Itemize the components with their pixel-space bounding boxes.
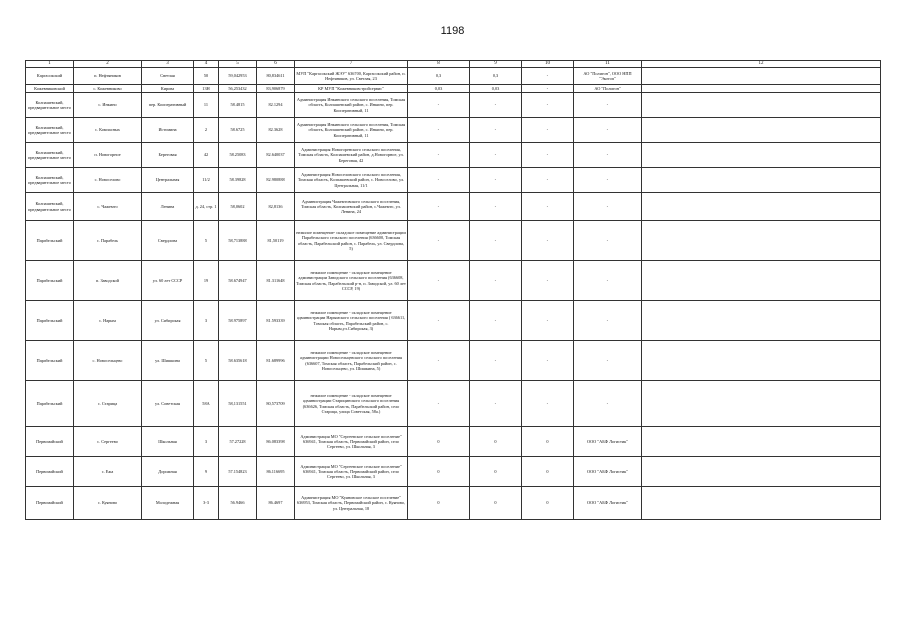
table-cell: - — [470, 143, 522, 168]
table-cell — [642, 457, 881, 487]
table-cell: - — [470, 118, 522, 143]
table-cell: п. Нефтяников — [74, 68, 142, 85]
table-cell: - — [408, 93, 470, 118]
column-header: 5 — [219, 61, 257, 68]
table-cell: 58.39828 — [219, 168, 257, 193]
table-row — [26, 93, 881, 118]
table-cell: д. 24, стр. 1 — [194, 193, 219, 221]
table-cell — [642, 221, 881, 261]
table-cell: - — [470, 93, 522, 118]
table-cell: 56.9466 — [219, 487, 257, 520]
table-cell: с. Ежа — [74, 457, 142, 487]
table-cell: - — [408, 118, 470, 143]
table-cell: Колпашевский, предварительное место — [26, 168, 74, 193]
table-cell: - — [574, 341, 642, 381]
table-cell — [642, 261, 881, 301]
table-cell: 3 — [194, 301, 219, 341]
table-cell: - — [408, 193, 470, 221]
table-cell: 0,03 — [470, 85, 522, 93]
table-cell: 59,042953 — [219, 68, 257, 85]
table-cell: 81.593339 — [257, 301, 295, 341]
table-cell: Парабельский — [26, 341, 74, 381]
table-cell: нежилое помещение - складское помещение администрации Новосельцевского сельского поселения (636607, Томская область, Парабельский район, с. Новосельцево, ул. Шишкина, 5) — [295, 341, 408, 381]
table-cell: 3-3 — [194, 487, 219, 520]
table-cell: ООО "АБФ Логистик" — [574, 487, 642, 520]
table-cell: - — [574, 143, 642, 168]
table-row — [26, 143, 881, 168]
table-cell: АО "Полигон", ООО НПП "Экотоп" — [574, 68, 642, 85]
column-header: 10 — [522, 61, 574, 68]
table-cell: - — [522, 341, 574, 381]
table-cell: - — [470, 381, 522, 427]
table-cell: ООО "АБФ Логистик" — [574, 457, 642, 487]
table-cell: - — [522, 221, 574, 261]
table-cell: - — [522, 381, 574, 427]
table-cell: - — [522, 68, 574, 85]
table-cell: Администрация Инкинского сельского поселения, Томская область, Колпашевский район, с. Инкино, пер. Кооперативный, 11 — [295, 118, 408, 143]
table-cell: 5 — [194, 221, 219, 261]
table-cell: 58.25083 — [219, 143, 257, 168]
table-cell: 58,713888 — [219, 221, 257, 261]
table-cell: 9 — [194, 457, 219, 487]
table-cell: - — [408, 341, 470, 381]
table-cell: 11 — [194, 93, 219, 118]
table-cell: - — [574, 301, 642, 341]
table-cell: Светлая — [142, 68, 194, 85]
table-cell: 0 — [522, 487, 574, 520]
table-cell — [642, 118, 881, 143]
table-row — [26, 457, 881, 487]
table-cell: - — [522, 85, 574, 93]
table-cell: - — [574, 168, 642, 193]
table-cell: Кирова — [142, 85, 194, 93]
table-cell: ул. Шишкина — [142, 341, 194, 381]
table-cell: 42 — [194, 143, 219, 168]
table-cell: с. Компасных — [74, 118, 142, 143]
table-cell: - — [470, 193, 522, 221]
table-cell: 82.980888 — [257, 168, 295, 193]
table-cell — [642, 143, 881, 168]
table-cell: 82,8136 — [257, 193, 295, 221]
table-cell: 83,906879 — [257, 85, 295, 93]
table-cell: Школьная — [142, 427, 194, 457]
column-header: 4 — [194, 61, 219, 68]
column-header: 3 — [142, 61, 194, 68]
table-cell: - — [522, 301, 574, 341]
table-cell: - — [470, 261, 522, 301]
table-cell: 13Н — [194, 85, 219, 93]
table-cell: - — [522, 118, 574, 143]
table-cell: - — [408, 301, 470, 341]
table-cell: Кожевниковский — [26, 85, 74, 93]
table-cell: с. Новосельцево — [74, 341, 142, 381]
table-cell: - — [408, 143, 470, 168]
table-cell: 0,3 — [408, 68, 470, 85]
table-cell: - — [574, 221, 642, 261]
table-cell: 0 — [470, 487, 522, 520]
table-row — [26, 118, 881, 143]
table-cell: Первомайский — [26, 487, 74, 520]
table-cell: 0 — [522, 457, 574, 487]
table-cell: Каргасокский — [26, 68, 74, 85]
table-cell: Парабельский — [26, 261, 74, 301]
column-header: 7 — [295, 61, 408, 68]
column-header: 6 — [257, 61, 295, 68]
table-cell: Парабельский — [26, 221, 74, 261]
table-row — [26, 301, 881, 341]
table-cell: Администрация Чажемтовского сельского поселения, Томская область, Колпашевский район, с.Чажемто, ул. Ленина, 24 — [295, 193, 408, 221]
column-header: 12 — [642, 61, 881, 68]
table-cell: 0 — [408, 427, 470, 457]
table-row — [26, 168, 881, 193]
table-cell: Администрация Инкинского сельского поселения, Томская область, Колпашевский район, с. Инкино, пер. Кооперативный, 11 — [295, 93, 408, 118]
table-cell: 50 — [194, 68, 219, 85]
table-cell: МУП "Каргасокский ЖЭУ" 636700, Каргасокский район, п. Нефтяников, ул. Светлая, 23 — [295, 68, 408, 85]
table-cell: с. Нарым — [74, 301, 142, 341]
table-row — [26, 341, 881, 381]
table-cell: - — [574, 93, 642, 118]
table-cell: 58.635618 — [219, 341, 257, 381]
table-cell — [642, 193, 881, 221]
table-cell: ул. Сибирская — [142, 301, 194, 341]
table-cell: 0 — [408, 487, 470, 520]
column-header: 2 — [74, 61, 142, 68]
table-cell: Администрация Новогоренского сельского поселения, Томская область, Колпашевский район, д.Новогорное, ул. Береговая, 42 — [295, 143, 408, 168]
table-cell: 19 — [194, 261, 219, 301]
table-cell: 0,3 — [470, 68, 522, 85]
table-cell: ул. 60 лет СССР — [142, 261, 194, 301]
table-cell: 58,0602 — [219, 193, 257, 221]
table-cell: 3 — [194, 427, 219, 457]
table-cell: 82.640037 — [257, 143, 295, 168]
table-cell: с. Чажемто — [74, 193, 142, 221]
table-cell: - — [522, 168, 574, 193]
table-cell: с. Старица — [74, 381, 142, 427]
table-cell: с. Парабель — [74, 221, 142, 261]
table-cell: с. Инкино — [74, 93, 142, 118]
table-header-row — [26, 61, 881, 68]
table-cell: - — [574, 381, 642, 427]
table-cell: АО "Полигон" — [574, 85, 642, 93]
page-number: 1198 — [440, 25, 465, 37]
table-cell: 58.4815 — [219, 93, 257, 118]
table-cell: 58А — [194, 381, 219, 427]
table-cell: 86.116695 — [257, 457, 295, 487]
table-cell: 86.4697 — [257, 487, 295, 520]
table-cell: Первомайский — [26, 427, 74, 457]
table-cell: Молодежная — [142, 487, 194, 520]
table-cell — [642, 85, 881, 93]
table-cell: Администрация МО "Сергеевское сельское поселение" 636941, Томская область, Первомайский район, село Сергеево, ул. Школьная, 3 — [295, 427, 408, 457]
table-cell: Истомина — [142, 118, 194, 143]
table-cell: КР МУП "Кожевниковстройсервис" — [295, 85, 408, 93]
table-cell: Колпашевский, предварительное место — [26, 118, 74, 143]
table-cell: 57.27228 — [219, 427, 257, 457]
table-cell — [642, 168, 881, 193]
table-cell: Администрация Новоселовского сельского поселения, Томская область, Колпашевский район, с. Новоселово, ул. Центральная, 11/1 — [295, 168, 408, 193]
table-cell: 81.689996 — [257, 341, 295, 381]
table-cell — [642, 301, 881, 341]
table-cell: - — [522, 93, 574, 118]
table-cell: - — [574, 118, 642, 143]
table-cell: - — [470, 221, 522, 261]
table-cell: 0,03 — [408, 85, 470, 93]
table-cell: - — [522, 143, 574, 168]
table-cell: 82.1294 — [257, 93, 295, 118]
table-cell: 0 — [522, 427, 574, 457]
table-cell: с. Новоселово — [74, 168, 142, 193]
table-row — [26, 68, 881, 85]
table-cell: ООО "АБФ Логистик" — [574, 427, 642, 457]
table-cell: с. Сергеево — [74, 427, 142, 457]
table-cell: Администрация МО "Сергеевское сельское поселение" 636941, Томская область, Первомайский район, село Сергеево, ул. Школьная, 3 — [295, 457, 408, 487]
table-cell: нежилое помещение- складское помещение администрации Парабельского сельского поселения (636600, Томская область, Парабельский район, с. Парабель, ул. Свердлова, 5) — [295, 221, 408, 261]
table-cell: с. Куяново — [74, 487, 142, 520]
table-cell: Колпашевский, предварительное место — [26, 93, 74, 118]
table-row — [26, 193, 881, 221]
table-cell: 81,50119 — [257, 221, 295, 261]
table-cell: 0 — [408, 457, 470, 487]
table-cell: - — [574, 261, 642, 301]
table-cell — [642, 381, 881, 427]
table-cell: - — [408, 168, 470, 193]
table-cell: 80,573709 — [257, 381, 295, 427]
table-cell: 58.6725 — [219, 118, 257, 143]
table-cell: 0 — [470, 457, 522, 487]
table-cell — [642, 341, 881, 381]
table-cell: - — [408, 261, 470, 301]
table-cell: 56,253432 — [219, 85, 257, 93]
table-row — [26, 261, 881, 301]
table-cell: - — [408, 221, 470, 261]
table-cell: нежилое помещение - складское помещение администрации Заводского сельского поселения (636608, Томская область, Парабельский р-н, п. Заводской, ул. 60 лет СССР, 19) — [295, 261, 408, 301]
table-cell: 82.3628 — [257, 118, 295, 143]
table-cell: - — [470, 168, 522, 193]
table-cell: 11/2 — [194, 168, 219, 193]
table-row — [26, 221, 881, 261]
table-row — [26, 381, 881, 427]
table-cell: Администрация МО "Куяновское сельское поселение" 636953, Томская область, Первомайский район, с. Куяново, ул. Центральная, 18 — [295, 487, 408, 520]
table-row — [26, 85, 881, 93]
table-cell: пер. Кооперативный — [142, 93, 194, 118]
table-cell: 0 — [470, 427, 522, 457]
table-cell: 86.083398 — [257, 427, 295, 457]
column-header: 9 — [470, 61, 522, 68]
column-header: 1 — [26, 61, 74, 68]
table-cell: Колпашевский, предварительное место — [26, 193, 74, 221]
table-cell: п. Новогорное — [74, 143, 142, 168]
table-cell — [642, 487, 881, 520]
table-cell: ул. Советская — [142, 381, 194, 427]
table-cell: нежилое помещение - складское помещение администрации Нарымского сельского поселения ( 636611, Томская область, Парабельский район, с. Нарым,ул.Сибирская, 3) — [295, 301, 408, 341]
table-cell — [642, 427, 881, 457]
column-header: 8 — [408, 61, 470, 68]
table-cell — [642, 93, 881, 118]
table-cell: - — [408, 381, 470, 427]
column-header: 11 — [574, 61, 642, 68]
table-cell: 80,834611 — [257, 68, 295, 85]
table-cell: 58.674947 — [219, 261, 257, 301]
data-table — [25, 60, 881, 520]
table-cell: 57.154823 — [219, 457, 257, 487]
table-cell: Парабельский — [26, 301, 74, 341]
table-cell: нежилое помещение - складское помещение администрации Старицинского сельского поселения (636626, Томская область, Парабельский район, село Старица, улица Советская, 58а.) — [295, 381, 408, 427]
table-cell: - — [522, 193, 574, 221]
table-cell: - — [522, 261, 574, 301]
table-cell: Центральная — [142, 168, 194, 193]
table-cell: Свердлова — [142, 221, 194, 261]
table-cell: 5 — [194, 341, 219, 381]
table-cell: 2 — [194, 118, 219, 143]
table-row — [26, 487, 881, 520]
table-cell — [642, 68, 881, 85]
table-cell: 58,131551 — [219, 381, 257, 427]
table-cell: - — [470, 341, 522, 381]
table-cell: Парабельский — [26, 381, 74, 427]
table-cell: Дорожная — [142, 457, 194, 487]
table-row — [26, 427, 881, 457]
table-cell: Колпашевский, предварительное место — [26, 143, 74, 168]
table-cell: Береговая — [142, 143, 194, 168]
table-cell: - — [470, 301, 522, 341]
table-cell: 81.311648 — [257, 261, 295, 301]
table-cell: п. Заводской — [74, 261, 142, 301]
table-cell: Первомайский — [26, 457, 74, 487]
table-cell: 58.975897 — [219, 301, 257, 341]
table-cell: Ленина — [142, 193, 194, 221]
table-cell: с. Кожевниково — [74, 85, 142, 93]
table-cell: - — [574, 193, 642, 221]
